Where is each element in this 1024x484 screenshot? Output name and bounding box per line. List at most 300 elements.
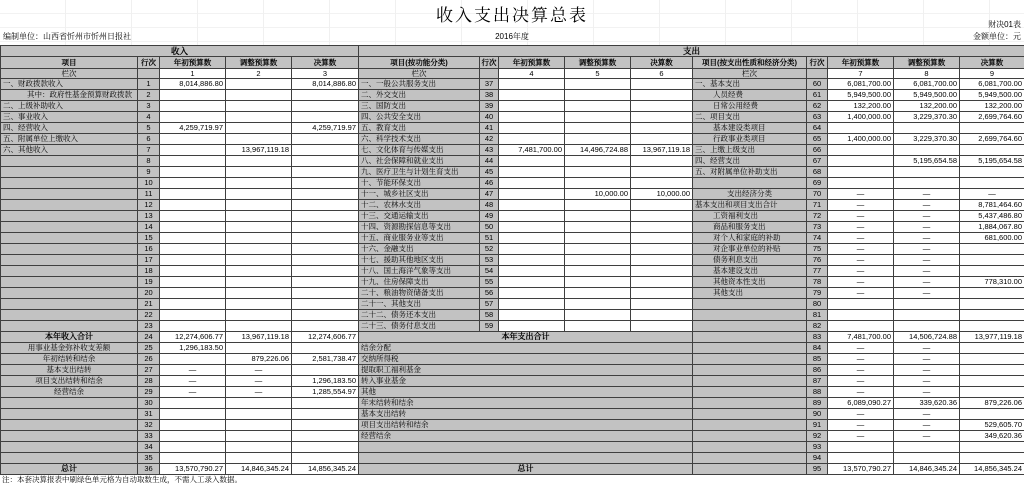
row-label: 四、经营支出 xyxy=(693,156,807,167)
cell-initial-budget xyxy=(499,90,565,101)
table-row xyxy=(1,464,359,475)
row-number: 64 xyxy=(807,123,828,134)
table-row xyxy=(359,453,693,464)
cell-initial-budget xyxy=(499,101,565,112)
cell-final-accounts xyxy=(292,288,359,299)
column-index-6: 6 xyxy=(631,69,693,79)
table-row xyxy=(359,343,693,354)
column-header-row xyxy=(693,57,1024,69)
row-number: 52 xyxy=(480,244,499,255)
cell-adjusted-budget xyxy=(226,90,292,101)
cell-final-accounts xyxy=(631,123,693,134)
table-row xyxy=(1,101,359,112)
row-number: 10 xyxy=(138,178,160,189)
row-label: 其他资本性支出 xyxy=(693,277,807,288)
table-row xyxy=(1,365,359,376)
cell-initial-budget: 1,400,000.00 xyxy=(828,112,894,123)
cell-final-accounts xyxy=(292,222,359,233)
expenditure-by-economic-section xyxy=(693,57,1024,475)
cell-final-accounts xyxy=(292,310,359,321)
table-row xyxy=(1,145,359,156)
cell-adjusted-budget: 10,000.00 xyxy=(565,189,631,200)
column-index-label: 栏次 xyxy=(359,69,480,79)
row-number: 46 xyxy=(480,178,499,189)
cell-initial-budget xyxy=(160,189,226,200)
cell-adjusted-budget xyxy=(565,101,631,112)
row-label xyxy=(1,299,138,310)
row-label xyxy=(693,442,807,453)
cell-final-accounts xyxy=(960,409,1024,420)
cell-final-accounts: 2,699,764.60 xyxy=(960,134,1024,145)
cell-adjusted-budget: 3,229,370.30 xyxy=(894,112,960,123)
cell-final-accounts xyxy=(631,277,693,288)
merged-row-label: 基本支出结转 xyxy=(359,409,693,420)
cell-initial-budget xyxy=(160,299,226,310)
cell-initial-budget: 6,089,090.27 xyxy=(828,398,894,409)
table-row xyxy=(693,409,1024,420)
row-label: 五、教育支出 xyxy=(359,123,480,134)
cell-adjusted-budget xyxy=(226,178,292,189)
cell-final-accounts xyxy=(960,387,1024,398)
table-row xyxy=(1,420,359,431)
table-row xyxy=(359,255,693,266)
row-label xyxy=(693,343,807,354)
cell-adjusted-budget xyxy=(226,200,292,211)
cell-initial-budget xyxy=(160,222,226,233)
col-header-row-no: 行次 xyxy=(138,57,160,69)
cell-adjusted-budget: 14,506,724.88 xyxy=(894,332,960,343)
row-label xyxy=(693,354,807,365)
row-number: 3 xyxy=(138,101,160,112)
row-number: 90 xyxy=(807,409,828,420)
cell-adjusted-budget xyxy=(226,409,292,420)
table-row xyxy=(693,156,1024,167)
row-number: 28 xyxy=(138,376,160,387)
cell-adjusted-budget: — xyxy=(894,211,960,222)
cell-initial-budget xyxy=(160,167,226,178)
row-label: 十七、援助其他地区支出 xyxy=(359,255,480,266)
column-index-label: 栏次 xyxy=(1,69,138,79)
cell-adjusted-budget: 13,967,119.18 xyxy=(226,145,292,156)
row-label xyxy=(693,299,807,310)
cell-adjusted-budget xyxy=(226,299,292,310)
merged-row-label: 提取职工福利基金 xyxy=(359,365,693,376)
cell-adjusted-budget xyxy=(226,431,292,442)
row-label xyxy=(1,277,138,288)
row-label xyxy=(1,233,138,244)
cell-final-accounts xyxy=(292,101,359,112)
merged-row-label: 总计 xyxy=(359,464,693,475)
row-label: 经营结余 xyxy=(1,387,138,398)
table-row xyxy=(693,90,1024,101)
row-label: 二、外交支出 xyxy=(359,90,480,101)
row-number: 45 xyxy=(480,167,499,178)
cell-initial-budget xyxy=(160,211,226,222)
table-row xyxy=(693,134,1024,145)
cell-adjusted-budget xyxy=(226,167,292,178)
row-number: 65 xyxy=(807,134,828,145)
col-header-initial-budget: 年初预算数 xyxy=(160,57,226,69)
cell-adjusted-budget: — xyxy=(226,387,292,398)
cell-final-accounts xyxy=(960,310,1024,321)
cell-final-accounts xyxy=(631,222,693,233)
cell-adjusted-budget xyxy=(226,442,292,453)
row-number: 77 xyxy=(807,266,828,277)
row-label: 一、财政拨款收入 xyxy=(1,79,138,90)
table-row xyxy=(359,332,693,343)
row-label xyxy=(1,288,138,299)
cell-final-accounts: 2,581,738.47 xyxy=(292,354,359,365)
merged-row-label: 转入事业基金 xyxy=(359,376,693,387)
cell-final-accounts xyxy=(292,233,359,244)
cell-final-accounts xyxy=(631,266,693,277)
cell-adjusted-budget xyxy=(894,178,960,189)
cell-initial-budget xyxy=(160,233,226,244)
cell-adjusted-budget xyxy=(226,277,292,288)
row-number: 4 xyxy=(138,112,160,123)
table-row xyxy=(359,178,693,189)
fiscal-year-label: 2016年度 xyxy=(495,32,529,41)
cell-adjusted-budget xyxy=(565,200,631,211)
cell-adjusted-budget xyxy=(226,156,292,167)
cell-final-accounts xyxy=(631,288,693,299)
table-row xyxy=(1,321,359,332)
row-number: 68 xyxy=(807,167,828,178)
cell-adjusted-budget xyxy=(226,123,292,134)
table-row xyxy=(1,90,359,101)
row-number: 26 xyxy=(138,354,160,365)
row-label: 债务利息支出 xyxy=(693,255,807,266)
row-label xyxy=(1,310,138,321)
table-row xyxy=(693,321,1024,332)
row-number: 49 xyxy=(480,211,499,222)
cell-adjusted-budget: — xyxy=(226,376,292,387)
table-row xyxy=(359,299,693,310)
cell-initial-budget xyxy=(499,123,565,134)
row-number: 86 xyxy=(807,365,828,376)
cell-adjusted-budget xyxy=(894,453,960,464)
cell-initial-budget: — xyxy=(828,288,894,299)
cell-initial-budget xyxy=(828,145,894,156)
row-label: 十二、农林水支出 xyxy=(359,200,480,211)
row-label: 二十三、债务付息支出 xyxy=(359,321,480,332)
row-number: 67 xyxy=(807,156,828,167)
cell-adjusted-budget xyxy=(565,233,631,244)
cell-adjusted-budget: — xyxy=(894,200,960,211)
cell-final-accounts xyxy=(292,156,359,167)
row-label xyxy=(693,398,807,409)
row-label xyxy=(693,376,807,387)
table-row xyxy=(1,398,359,409)
merged-row-label: 本年支出合计 xyxy=(359,332,693,343)
cell-final-accounts: 8,781,464.60 xyxy=(960,200,1024,211)
cell-final-accounts: — xyxy=(960,189,1024,200)
row-number: 6 xyxy=(138,134,160,145)
amount-unit-label: 金额单位：元 xyxy=(973,32,1021,41)
row-label: 基本建设支出 xyxy=(693,266,807,277)
row-number: 39 xyxy=(480,101,499,112)
cell-initial-budget xyxy=(499,244,565,255)
cell-final-accounts xyxy=(631,134,693,145)
cell-initial-budget xyxy=(499,299,565,310)
row-number: 91 xyxy=(807,420,828,431)
row-number: 87 xyxy=(807,376,828,387)
row-number: 35 xyxy=(138,453,160,464)
table-row xyxy=(1,431,359,442)
column-index-1: 1 xyxy=(160,69,226,79)
column-header-row xyxy=(1,57,359,69)
row-label xyxy=(1,200,138,211)
column-index-label: 栏次 xyxy=(693,69,807,79)
table-row xyxy=(359,365,693,376)
cell-final-accounts: 13,967,119.18 xyxy=(631,145,693,156)
cell-adjusted-budget xyxy=(226,420,292,431)
cell-adjusted-budget xyxy=(565,277,631,288)
cell-adjusted-budget xyxy=(226,255,292,266)
cell-initial-budget: — xyxy=(828,354,894,365)
cell-adjusted-budget xyxy=(226,79,292,90)
row-label xyxy=(1,398,138,409)
col-header-adjusted-budget: 调整预算数 xyxy=(565,57,631,69)
row-number: 51 xyxy=(480,233,499,244)
cell-adjusted-budget: 14,496,724.88 xyxy=(565,145,631,156)
row-number: 83 xyxy=(807,332,828,343)
row-label xyxy=(1,189,138,200)
table-row xyxy=(359,321,693,332)
cell-final-accounts: 681,600.00 xyxy=(960,233,1024,244)
cell-adjusted-budget xyxy=(565,90,631,101)
cell-adjusted-budget xyxy=(894,145,960,156)
table-row xyxy=(359,376,693,387)
table-row xyxy=(359,277,693,288)
table-row xyxy=(693,398,1024,409)
row-label xyxy=(1,431,138,442)
cell-initial-budget xyxy=(828,178,894,189)
col-header-item: 项目 xyxy=(1,57,138,69)
table-row xyxy=(693,387,1024,398)
column-index-rowno xyxy=(138,69,160,79)
cell-final-accounts xyxy=(292,365,359,376)
cell-initial-budget xyxy=(160,266,226,277)
row-label: 七、文化体育与传媒支出 xyxy=(359,145,480,156)
cell-initial-budget: — xyxy=(828,420,894,431)
table-row xyxy=(1,189,359,200)
cell-final-accounts xyxy=(960,255,1024,266)
cell-initial-budget: — xyxy=(828,387,894,398)
cell-final-accounts xyxy=(631,90,693,101)
cell-final-accounts: 6,081,700.00 xyxy=(960,79,1024,90)
cell-adjusted-budget xyxy=(565,167,631,178)
row-number: 17 xyxy=(138,255,160,266)
cell-final-accounts: 4,259,719.97 xyxy=(292,123,359,134)
table-row xyxy=(693,310,1024,321)
cell-initial-budget: — xyxy=(160,376,226,387)
row-number: 12 xyxy=(138,200,160,211)
cell-final-accounts: 349,620.36 xyxy=(960,431,1024,442)
table-row xyxy=(1,387,359,398)
cell-final-accounts xyxy=(292,420,359,431)
cell-final-accounts: 132,200.00 xyxy=(960,101,1024,112)
merged-row-label: 其他 xyxy=(359,387,693,398)
table-row xyxy=(359,156,693,167)
column-index-rowno xyxy=(480,69,499,79)
row-label: 本年收入合计 xyxy=(1,332,138,343)
cell-initial-budget: 6,081,700.00 xyxy=(828,79,894,90)
cell-adjusted-budget xyxy=(565,79,631,90)
cell-adjusted-budget xyxy=(226,112,292,123)
column-header-row xyxy=(359,57,693,69)
cell-final-accounts xyxy=(292,255,359,266)
row-number: 81 xyxy=(807,310,828,321)
col-header-initial-budget: 年初预算数 xyxy=(499,57,565,69)
row-label xyxy=(693,464,807,475)
row-label: 一、一般公共服务支出 xyxy=(359,79,480,90)
row-number: 11 xyxy=(138,189,160,200)
table-row xyxy=(693,343,1024,354)
page-title: 收入支出决算总表 xyxy=(436,6,588,25)
row-label: 商品和服务支出 xyxy=(693,222,807,233)
table-row xyxy=(693,244,1024,255)
cell-final-accounts xyxy=(631,255,693,266)
row-number: 32 xyxy=(138,420,160,431)
table-row xyxy=(1,409,359,420)
cell-final-accounts xyxy=(960,178,1024,189)
cell-adjusted-budget xyxy=(565,222,631,233)
row-number: 8 xyxy=(138,156,160,167)
cell-adjusted-budget: — xyxy=(894,266,960,277)
row-label: 基本支出结转 xyxy=(1,365,138,376)
cell-final-accounts xyxy=(631,310,693,321)
merged-empty-row xyxy=(359,442,693,453)
row-number: 70 xyxy=(807,189,828,200)
cell-initial-budget xyxy=(499,222,565,233)
row-number: 13 xyxy=(138,211,160,222)
table-row xyxy=(693,464,1024,475)
cell-final-accounts xyxy=(960,266,1024,277)
cell-adjusted-budget xyxy=(226,321,292,332)
row-number: 42 xyxy=(480,134,499,145)
cell-final-accounts xyxy=(292,442,359,453)
table-row xyxy=(359,244,693,255)
row-label xyxy=(1,453,138,464)
cell-final-accounts xyxy=(631,156,693,167)
row-number: 50 xyxy=(480,222,499,233)
table-row xyxy=(1,222,359,233)
cell-initial-budget: — xyxy=(160,365,226,376)
cell-final-accounts xyxy=(631,200,693,211)
cell-initial-budget xyxy=(499,255,565,266)
cell-initial-budget xyxy=(160,288,226,299)
row-label: 十八、国土海洋气象等支出 xyxy=(359,266,480,277)
row-label: 行政事业类项目 xyxy=(693,134,807,145)
row-label: 人员经费 xyxy=(693,90,807,101)
cell-adjusted-budget xyxy=(894,321,960,332)
row-label: 四、公共安全支出 xyxy=(359,112,480,123)
cell-final-accounts xyxy=(292,178,359,189)
cell-initial-budget xyxy=(160,134,226,145)
row-number: 55 xyxy=(480,277,499,288)
row-label xyxy=(1,211,138,222)
cell-final-accounts: 5,195,654.58 xyxy=(960,156,1024,167)
row-number: 14 xyxy=(138,222,160,233)
cell-final-accounts: 12,274,606.77 xyxy=(292,332,359,343)
row-label: 二十二、债务还本支出 xyxy=(359,310,480,321)
table-row xyxy=(693,442,1024,453)
cell-initial-budget xyxy=(499,134,565,145)
cell-adjusted-budget: — xyxy=(894,420,960,431)
column-index-row xyxy=(693,69,1024,79)
row-label xyxy=(1,266,138,277)
cell-final-accounts xyxy=(292,409,359,420)
cell-initial-budget xyxy=(499,178,565,189)
row-label xyxy=(1,409,138,420)
cell-initial-budget: — xyxy=(828,409,894,420)
table-row xyxy=(359,200,693,211)
table-row xyxy=(693,277,1024,288)
table-row xyxy=(1,178,359,189)
cell-initial-budget xyxy=(160,90,226,101)
cell-adjusted-budget: — xyxy=(894,431,960,442)
cell-initial-budget xyxy=(160,112,226,123)
cell-adjusted-budget: — xyxy=(894,277,960,288)
row-number: 58 xyxy=(480,310,499,321)
row-label: 日常公用经费 xyxy=(693,101,807,112)
cell-adjusted-budget xyxy=(894,310,960,321)
table-row xyxy=(1,310,359,321)
row-label: 三、上缴上级支出 xyxy=(693,145,807,156)
col-header-item: 项目(按支出性质和经济分类) xyxy=(693,57,807,69)
row-number: 80 xyxy=(807,299,828,310)
row-number: 92 xyxy=(807,431,828,442)
row-number: 94 xyxy=(807,453,828,464)
row-label: 十一、城乡社区支出 xyxy=(359,189,480,200)
cell-final-accounts xyxy=(292,211,359,222)
cell-final-accounts xyxy=(292,244,359,255)
column-index-row xyxy=(359,69,693,79)
cell-adjusted-budget: — xyxy=(226,365,292,376)
cell-final-accounts xyxy=(631,233,693,244)
row-number: 89 xyxy=(807,398,828,409)
table-row xyxy=(693,222,1024,233)
table-row xyxy=(359,134,693,145)
row-number: 36 xyxy=(138,464,160,475)
cell-final-accounts: 1,285,554.97 xyxy=(292,387,359,398)
col-header-row-no: 行次 xyxy=(480,57,499,69)
cell-adjusted-budget: 5,195,654.58 xyxy=(894,156,960,167)
row-label: 十六、金融支出 xyxy=(359,244,480,255)
row-number: 71 xyxy=(807,200,828,211)
cell-final-accounts xyxy=(960,442,1024,453)
table-row xyxy=(1,112,359,123)
table-row xyxy=(693,233,1024,244)
cell-initial-budget xyxy=(828,321,894,332)
cell-initial-budget: — xyxy=(828,431,894,442)
cell-initial-budget: 132,200.00 xyxy=(828,101,894,112)
row-number: 84 xyxy=(807,343,828,354)
footnote: 注：本套决算报表中刷绿色单元格为自动取数生成，不需人工录入数据。 xyxy=(2,475,242,484)
row-number: 79 xyxy=(807,288,828,299)
col-header-adjusted-budget: 调整预算数 xyxy=(894,57,960,69)
cell-adjusted-budget xyxy=(226,189,292,200)
row-number: 9 xyxy=(138,167,160,178)
cell-initial-budget xyxy=(160,442,226,453)
cell-adjusted-budget xyxy=(226,134,292,145)
cell-initial-budget: — xyxy=(828,189,894,200)
table-row xyxy=(693,167,1024,178)
row-label xyxy=(693,409,807,420)
row-label xyxy=(693,310,807,321)
table-row xyxy=(693,431,1024,442)
